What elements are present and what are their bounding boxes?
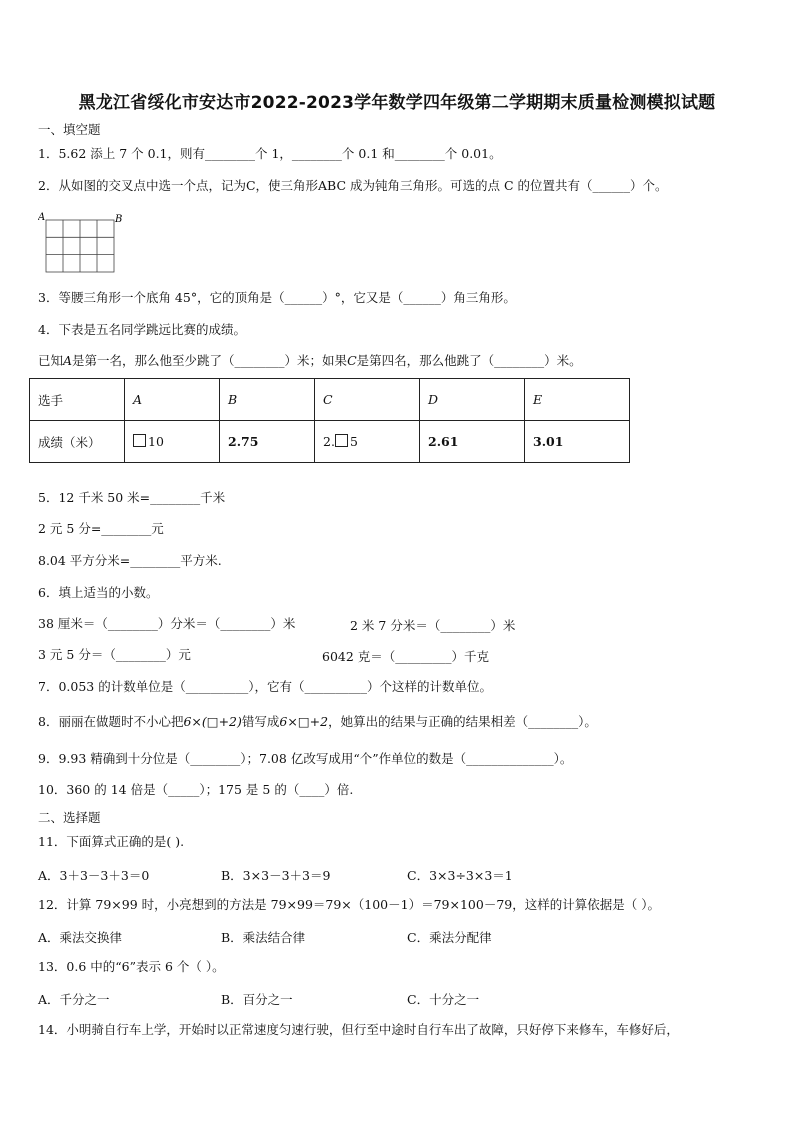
table-row bbox=[30, 421, 630, 463]
grid-label-b: B bbox=[115, 214, 123, 225]
section-multiple-choice: 二、选择题 bbox=[38, 810, 101, 825]
table-header-cell: C bbox=[315, 379, 420, 421]
question-6a: 38 厘米＝（________）分米＝（________）米 bbox=[38, 616, 296, 631]
q8-text-a: 8．丽丽在做题时不小心把 bbox=[38, 714, 184, 729]
q12-option-b: B．乘法结合律 bbox=[221, 930, 306, 945]
question-3: 3．等腰三角形一个底角 45°，它的顶角是（______）°，它又是（______）角三角形。 bbox=[38, 290, 516, 305]
question-7: 7．0.053 的计数单位是（__________），它有（__________）个这样的计数单位。 bbox=[38, 679, 492, 694]
table-header-cell: A bbox=[125, 379, 220, 421]
question-4: 4．下表是五名同学跳远比赛的成绩。 bbox=[38, 322, 246, 337]
q8-expr-wrong: 6×□+2 bbox=[279, 714, 329, 729]
question-9: 9．9.93 精确到十分位是（________）；7.08 亿改写成用“个”作单位的数是（______________）。 bbox=[38, 751, 573, 766]
question-5c: 8.04 平方分米=________平方米. bbox=[38, 553, 222, 568]
question-1: 1．5.62 添上 7 个 0.1，则有________个 1，________个 0.1 和________个 0.01。 bbox=[38, 146, 502, 161]
question-6b: 2 米 7 分米＝（________）米 bbox=[350, 618, 516, 633]
q4-text-b: 是第一名，那么他至少跳了（________）米；如果 bbox=[72, 353, 348, 368]
question-2: 2．从如图的交叉点中选一个点，记为C，使三角形ABC 成为钝角三角形。可选的点 C 的位置共有（______）个。 bbox=[38, 178, 668, 193]
question-4-text bbox=[38, 353, 582, 369]
q4-var-c: C bbox=[347, 353, 357, 368]
table-header-cell: E bbox=[525, 379, 630, 421]
q13-option-c: C．十分之一 bbox=[407, 992, 480, 1007]
q12-option-c: C．乘法分配律 bbox=[407, 930, 492, 945]
q13-option-a: A．千分之一 bbox=[38, 992, 110, 1007]
q13-option-b: B．百分之一 bbox=[221, 992, 293, 1007]
table-row-label: 成绩（米） bbox=[30, 421, 125, 463]
q4-text-c: 是第四名，那么他跳了（________）米。 bbox=[356, 353, 582, 368]
question-12: 12．计算 79×99 时，小亮想到的方法是 79×99＝79×（100－1）＝79×100－79，这样的计算依据是（ ）。 bbox=[38, 897, 660, 912]
score-table bbox=[29, 378, 630, 463]
table-cell-a bbox=[125, 421, 220, 463]
cell-c-suffix: 5 bbox=[349, 434, 358, 449]
question-11: 11．下面算式正确的是( ). bbox=[38, 834, 185, 849]
question-5b: 2 元 5 分=________元 bbox=[38, 521, 164, 536]
section-fill-blank: 一、填空题 bbox=[38, 122, 101, 137]
blank-box bbox=[335, 434, 348, 447]
table-header-cell: D bbox=[420, 379, 525, 421]
question-6d: 6042 克＝（_________）千克 bbox=[322, 649, 490, 664]
q8-expr-original: 6×(□+2) bbox=[183, 714, 242, 729]
table-cell-b: 2.75 bbox=[220, 421, 315, 463]
q8-text-c: ，她算出的结果与正确的结果相差（________）。 bbox=[328, 714, 597, 729]
question-6: 6．填上适当的小数。 bbox=[38, 585, 159, 600]
table-header-cell: 选手 bbox=[30, 379, 125, 421]
blank-box bbox=[133, 434, 146, 447]
question-5a: 5．12 千米 50 米=________千米 bbox=[38, 490, 226, 505]
q11-option-c: C．3×3÷3×3＝1 bbox=[407, 868, 513, 883]
table-row bbox=[30, 379, 630, 421]
cell-c-prefix: 2. bbox=[323, 434, 335, 449]
q8-text-b: 错写成 bbox=[241, 714, 280, 729]
table-cell-d: 2.61 bbox=[420, 421, 525, 463]
cell-a-value: 10 bbox=[148, 434, 164, 449]
question-6c: 3 元 5 分＝（________）元 bbox=[38, 647, 191, 662]
table-cell-c bbox=[315, 421, 420, 463]
grid-figure bbox=[38, 210, 128, 276]
q11-option-b: B．3×3－3＋3＝9 bbox=[221, 868, 331, 883]
table-cell-e: 3.01 bbox=[525, 421, 630, 463]
grid-label-a: A bbox=[38, 212, 46, 223]
table-header-cell: B bbox=[220, 379, 315, 421]
q11-option-a: A．3＋3－3＋3＝0 bbox=[38, 868, 150, 883]
question-14: 14．小明骑自行车上学，开始时以正常速度匀速行驶，但行至中途时自行车出了故障，只好停下来修车，车修好后， bbox=[38, 1022, 679, 1037]
question-8 bbox=[38, 714, 597, 730]
q12-option-a: A．乘法交换律 bbox=[38, 930, 123, 945]
grid-lines bbox=[46, 220, 114, 272]
question-13: 13．0.6 中的“6”表示 6 个（ ）。 bbox=[38, 959, 225, 974]
q4-var-a: A bbox=[63, 353, 73, 368]
page-title: 黑龙江省绥化市安达市2022-2023学年数学四年级第二学期期末质量检测模拟试题 bbox=[78, 93, 716, 113]
question-10: 10．360 的 14 倍是（_____）；175 是 5 的（____）倍. bbox=[38, 782, 354, 797]
q4-text-a: 已知 bbox=[38, 353, 64, 368]
